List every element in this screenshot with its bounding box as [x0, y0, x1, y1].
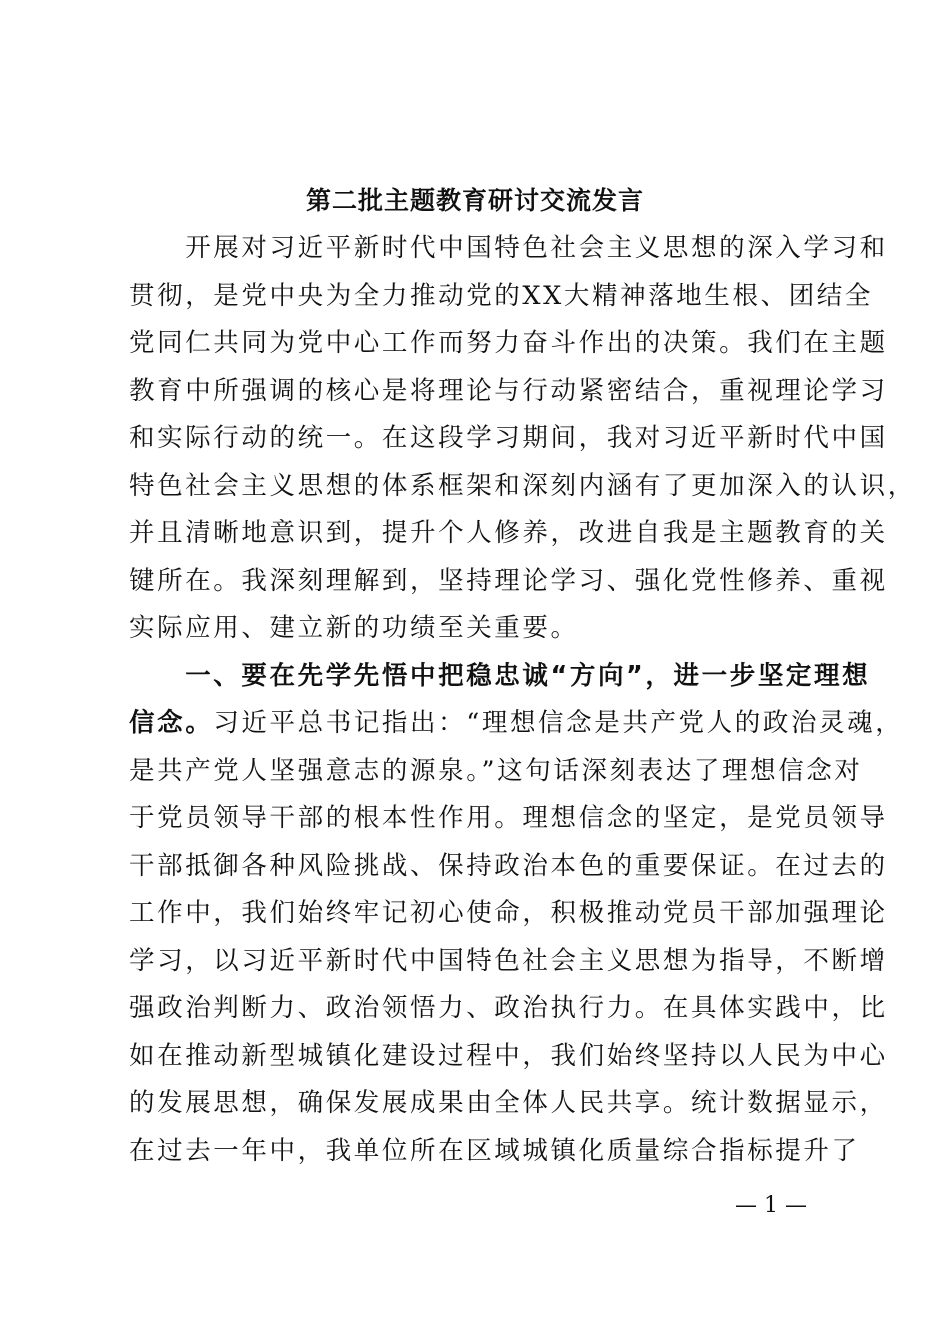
section-heading: 一、要在先学先悟中把稳忠诚“方向”，进一步坚定理想 — [129, 660, 871, 691]
paragraph-line: 特色社会主义思想的体系框架和深刻内涵有了更加深入的认识， — [129, 470, 916, 501]
paragraph-line: 键所在。我深刻理解到，坚持理论学习、强化党性修养、重视 — [129, 565, 888, 596]
section-one — [129, 653, 904, 1176]
section-heading-end: 信念。 — [129, 708, 214, 738]
paragraph-line — [129, 700, 904, 748]
paragraph-line: 是共产党人坚强意志的源泉。”这句话深刻表达了理想信念对 — [129, 755, 863, 786]
paragraph-line: 干部抵御各种风险挑战、保持政治本色的重要保证。在过去的 — [129, 850, 888, 881]
paragraph-line: 强政治判断力、政治领悟力、政治执行力。在具体实践中，比 — [129, 993, 888, 1023]
paragraph-line: 教育中所强调的核心是将理论与行动紧密结合，重视理论学习 — [129, 375, 888, 406]
page-number: — 1 — — [735, 1193, 807, 1218]
document-body — [129, 225, 916, 1175]
intro-paragraph — [129, 225, 916, 653]
paragraph-line: 和实际行动的统一。在这段学习期间，我对习近平新时代中国 — [129, 423, 888, 453]
section-text: 习近平总书记指出：“理想信念是共产党人的政治灵魂， — [213, 708, 904, 738]
paragraph-line: 开展对习近平新时代中国特色社会主义思想的深入学习和 — [129, 233, 888, 263]
paragraph-line: 并且清晰地意识到，提升个人修养，改进自我是主题教育的关 — [129, 518, 888, 548]
paragraph-line: 的发展思想，确保发展成果由全体人民共享。统计数据显示， — [129, 1088, 888, 1118]
paragraph-line: 如在推动新型城镇化建设过程中，我们始终坚持以人民为中心 — [129, 1040, 888, 1071]
paragraph-line: 贯彻，是党中央为全力推动党的XX大精神落地生根、团结全 — [129, 280, 874, 311]
paragraph-line: 在过去一年中，我单位所在区域城镇化质量综合指标提升了 — [129, 1135, 860, 1166]
paragraph-line: 实际应用、建立新的功绩至关重要。 — [129, 613, 579, 643]
paragraph-line: 工作中，我们始终牢记初心使命，积极推动党员干部加强理论 — [129, 898, 888, 928]
document-title: 第二批主题教育研讨交流发言 — [305, 186, 644, 215]
paragraph-line: 学习，以习近平新时代中国特色社会主义思想为指导，不断增 — [129, 945, 888, 976]
paragraph-line: 于党员领导干部的根本性作用。理想信念的坚定，是党员领导 — [129, 803, 888, 833]
paragraph-line: 党同仁共同为党中心工作而努力奋斗作出的决策。我们在主题 — [129, 328, 888, 358]
